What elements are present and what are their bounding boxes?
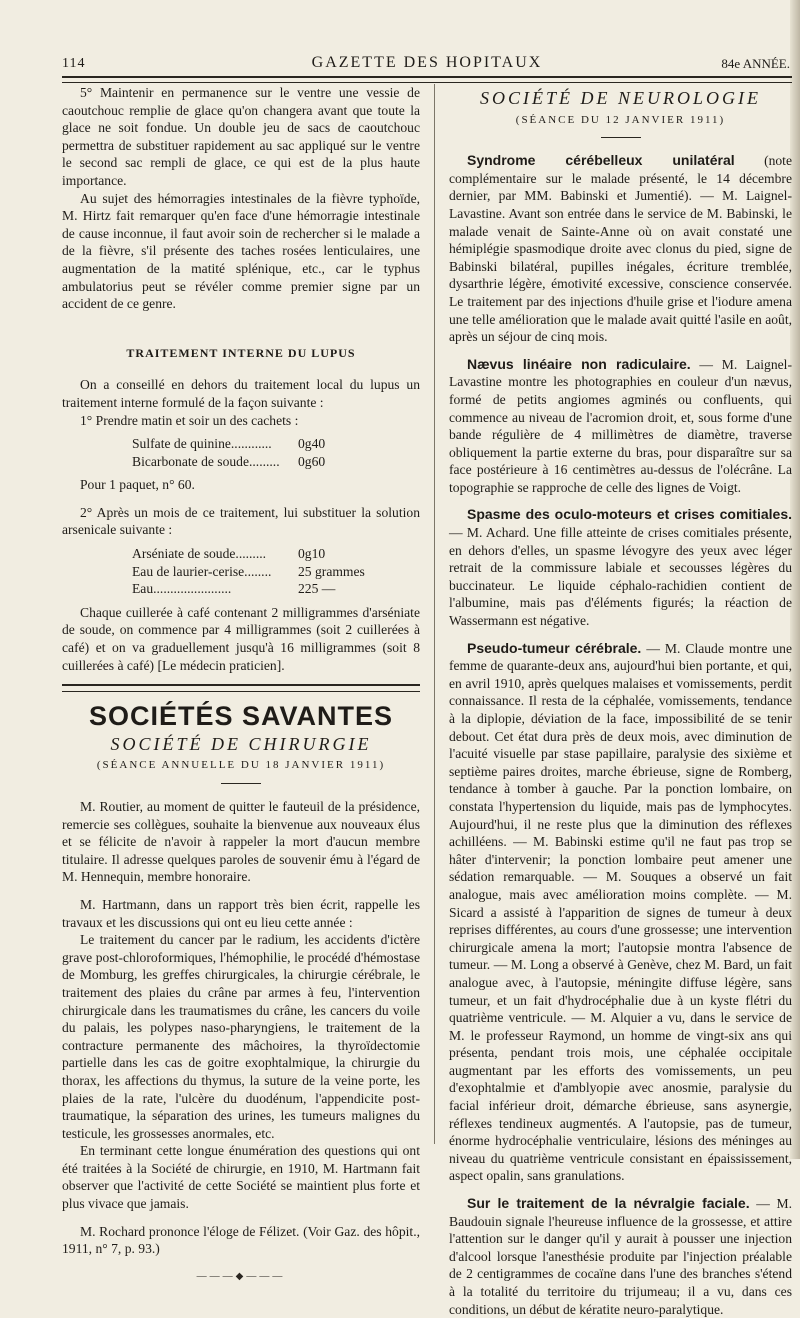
recipe-row bbox=[132, 453, 420, 471]
paragraph: Chaque cuillerée à café contenant 2 milligrammes d'arséniate de soude, on commence par 4 milligrammes (soit 2 cuillerées à café) et on va graduellement jusqu'à 16 milligrammes (soit 8 cuillerées à café) [Le médecin praticien]. bbox=[62, 604, 420, 673]
chirurgie-seance: (SÉANCE ANNUELLE DU 18 JANVIER 1911) bbox=[96, 759, 386, 772]
mini-rule bbox=[601, 137, 641, 138]
column-divider bbox=[434, 84, 435, 1144]
paragraph: Pour 1 paquet, n° 60. bbox=[80, 477, 195, 493]
article-body: (note complémentaire sur le malade présenté, le 14 décembre dernier, par MM. Babinski et Jumentié). — M. Laignel-Lavastine. Avant son entrée dans le service de M. Babinski, le malade venait de Sainte-Anne où on avait constaté une hémiplégie spasmodique droite avec clonus du pied, signe de Babinski bilatéral, pupilles inégales, écriture tremblée, dysarthrie légère, émotivité excessive, conscience conservée. Le traitement par des injections d'huile grise et l'iodure amena une telle amélioration que le malade avait quitté l'asile en août, après un séjour de cinq mois. bbox=[449, 153, 792, 345]
amount: 25 grammes bbox=[298, 563, 365, 579]
amount: 0g10 bbox=[298, 546, 326, 562]
paragraph: M. Routier, au moment de quitter le fauteuil de la présidence, remercie ses collègues, souhaite la bienvenue aux nouveaux élus et se félicite de n'avoir à rappeler la mort d'aucun membre titulaire. Il adresse quelques paroles de souvenir ému à l'égard de M. Hennequin, membre honoraire. bbox=[62, 799, 420, 885]
paragraph: 2° Après un mois de ce traitement, lui substituer la solution arsenicale suivante : bbox=[62, 504, 420, 538]
ingredient: Sulfate de quinine............ bbox=[132, 436, 272, 452]
neurologie-title: SOCIÉTÉ DE NEUROLOGIE bbox=[480, 88, 761, 108]
article-body: — M. Achard. Une fille atteinte de crises comitiales présente, en dehors d'elles, un spasme lévogyre des yeux avec léger retrait de la commissure labiale et secousses légères du buccinateur. Le liquide céphalo-rachidien contient de l'albumine, mais pas d'éléments figurés; la réaction de Wassermann est négative. bbox=[449, 525, 792, 629]
ingredient: Arséniate de soude......... bbox=[132, 546, 267, 562]
article-n3 bbox=[449, 506, 792, 629]
ornament-rule: ———◆——— bbox=[196, 1270, 286, 1282]
amount: 0g60 bbox=[298, 453, 326, 469]
recipe-row bbox=[132, 435, 420, 453]
right-column bbox=[449, 84, 792, 1318]
article-n4 bbox=[449, 640, 792, 1185]
article-n2 bbox=[449, 356, 792, 497]
year-label: 84e ANNÉE. bbox=[721, 56, 790, 71]
article-body: — M. Laignel-Lavastine montre les photographies en couleur d'un nævus, formé de petits angiomes agminés ou confluents, qui commence au niveau de l'acromion droit, et, sous forme d'une bande régulière de 4 millimètres de diamètre, traverse obliquement la partie externe du bras, pour disparaître sur sa face postérieure à 16 centimètres au-dessus de l'olécrâne. La topographie se rapproche de celle des lignes de Voigt. bbox=[449, 356, 792, 495]
article-n1 bbox=[449, 152, 792, 346]
recipe-row bbox=[132, 580, 420, 598]
amount: 0g40 bbox=[298, 436, 326, 452]
ingredient: Bicarbonate de soude......... bbox=[132, 453, 280, 469]
recipe-row bbox=[132, 563, 420, 581]
left-column bbox=[62, 84, 420, 1295]
recipe-1 bbox=[132, 435, 420, 470]
section-title: TRAITEMENT INTERNE DU LUPUS bbox=[126, 345, 356, 360]
chirurgie-title: SOCIÉTÉ DE CHIRURGIE bbox=[110, 733, 372, 754]
article-heading: Sur le traitement de la névralgie faciale. bbox=[467, 1195, 750, 1212]
paragraph: En terminant cette longue énumération des questions qui ont été traitées à la Société de chirurgie, en 1910, M. Hartmann fait observer que l'activité de cette Société se maintient plus forte et plus vivace que jamais. bbox=[62, 1143, 420, 1212]
ingredient: Eau de laurier-cerise........ bbox=[132, 563, 272, 579]
article-heading: Spasme des oculo-moteurs et crises comitiales. bbox=[467, 506, 792, 523]
article-heading: Nævus linéaire non radiculaire. bbox=[467, 355, 691, 372]
article-body: — M. Claude montre une femme de quarante-deux ans, aujourd'hui bien portante, et qui, en avril 1910, après quelques malaises et vomissements, perdit connaissance. Il resta de la céphalée, vomissements, tendance à la diplopie, déviation de la face, impossibilité de se tenir debout. Cet état dura près de deux mois, avec diminution de l'acuité visuelle par stase papillaire, paralysie des sixième et septième paires droites, marche ébrieuse, signe de Romberg, tendance à tomber à gauche. Par la ponction lombaire, on constata l'hypertension du liquide, mais pas de lymphocytes. Aujourd'hui, il ne reste plus que la diminution des réflexes achilléens. — M. Babinski estime qu'il ne faut pas trop se hâter d'intervenir; la ponction lombaire peut amener une sédation remarquable. — M. Souques a observé un fait analogue, mais avec amélioration moins complète. — M. Sicard a assisté à l'apparition de signes de tumeur à deux reprises différentes, au cours d'une grossesse; une intervention chirurgicale amena la mort; l'autopsie montra l'absence de tumeur. — M. Long a observé à Genève, chez M. Bard, un fait analogue avec, à l'autopsie, méningite diffuse légère, sans tumeur, et un fait d'hydrocéphalie due à un kyste flétri du quatrième ventricule. — M. Alquier a vu, dans le service de M. le professeur Raymond, un homme de vingt-six ans qui présenta, pendant trois mois, une céphalée occipitale augmentant par les efforts des vomissements, un peu d'exophtalmie et d'amblyopie avec anosmie, paralysie du facial inférieur droit, démarche ébrieuse, sans asynergie, réflexes tendineux augmentés. A l'autopsie, pas de tumeur, énorme hydrocéphalie ventriculaire, lésions des méninges au niveau du quatrième ventricule consistant en épaississement, aspect opalin, sans granulations. bbox=[449, 640, 792, 1184]
article-heading: Pseudo-tumeur cérébrale. bbox=[467, 639, 642, 656]
article-heading: Syndrome cérébelleux unilatéral bbox=[467, 152, 735, 169]
ingredient: Eau....................... bbox=[132, 581, 232, 597]
page-header bbox=[62, 44, 792, 74]
page-number: 114 bbox=[62, 56, 86, 71]
journal-title: GAZETTE DES HOPITAUX bbox=[311, 54, 543, 71]
paragraph: On a conseillé en dehors du traitement local du lupus un traitement interne formulé de la façon suivante : bbox=[62, 377, 420, 410]
paragraph: M. Rochard prononce l'éloge de Félizet. (Voir Gaz. des hôpit., 1911, n° 7, p. 93.) bbox=[62, 1223, 420, 1257]
societes-title: SOCIÉTÉS SAVANTES bbox=[88, 701, 394, 732]
section-rule bbox=[62, 684, 420, 692]
paragraph: 1° Prendre matin et soir un des cachets : bbox=[80, 412, 299, 428]
header-rule bbox=[62, 76, 792, 83]
article-n5 bbox=[449, 1195, 792, 1318]
paragraph: Le traitement du cancer par le radium, les accidents d'ictère grave post-chloroformiques, l'hémophilie, le procédé d'hémostase de Momburg, les greffes chirurgicales, la chirurgie cérébrale, le traitement des plaies du crâne par armes à feu, l'intervention chirurgicale dans les traumatismes du crâne, les cancers du voile du palais, les polypes naso-pharyngiens, le traitement de la contracture permanente des mâchoires, la thyroïdectomie partielle dans les cas de goitre exophtalmique, la chirurgie du thorax, les affections du thymus, la suture de la veine porte, les plaies de la rate, l'ulcère du duodénum, l'appendicite post-traumatique, la séparation des urines, les tumeurs malignes du testicule, les grossesses anormales, etc. bbox=[62, 932, 420, 1141]
article-body: — M. Baudouin signale l'heureuse influence de la grossesse, et attire l'attention sur le danger qu'il y aurait à pousser une injection d'alcool lorsque l'anesthésie produite par l'injection préalable de 2 centigrammes de cocaïne dans l'une des branches s'étend à la totalité du territoire du trijumeau; il a vu, dans ces conditions, un début de kératite neuro-paralytique. bbox=[449, 1196, 792, 1317]
recipe-2 bbox=[132, 545, 420, 598]
mini-rule bbox=[221, 783, 261, 784]
amount: 225 — bbox=[298, 581, 336, 597]
paragraph: 5° Maintenir en permanence sur le ventre une vessie de caoutchouc remplie de glace qu'on changera avant que toute la glace ne soit fondue. Un double jeu de sacs de caoutchouc permettra de substituer rapidement au sac appliqué sur le ventre le second sac rempli de glace, ce qui est de la plus haute importance. bbox=[62, 85, 420, 188]
paragraph: M. Hartmann, dans un rapport très bien écrit, rappelle les travaux et les discussions qui ont eu lieu cette année : bbox=[62, 896, 420, 930]
neurologie-seance: (SÉANCE DU 12 JANVIER 1911) bbox=[515, 113, 726, 126]
recipe-row bbox=[132, 545, 420, 563]
paragraph: Au sujet des hémorragies intestinales de la fièvre typhoïde, M. Hirtz fait remarquer qu'en face d'une hémorragie intestinale de cause inconnue, il faut avoir soin de rechercher si le malade a de la fièvre, s'il présente des taches rosées lenticulaires, une augmentation de la matité splénique, etc., car le typhus ambulatorius peut se révéler comme premier signe par un accident de ce genre. bbox=[62, 190, 420, 312]
